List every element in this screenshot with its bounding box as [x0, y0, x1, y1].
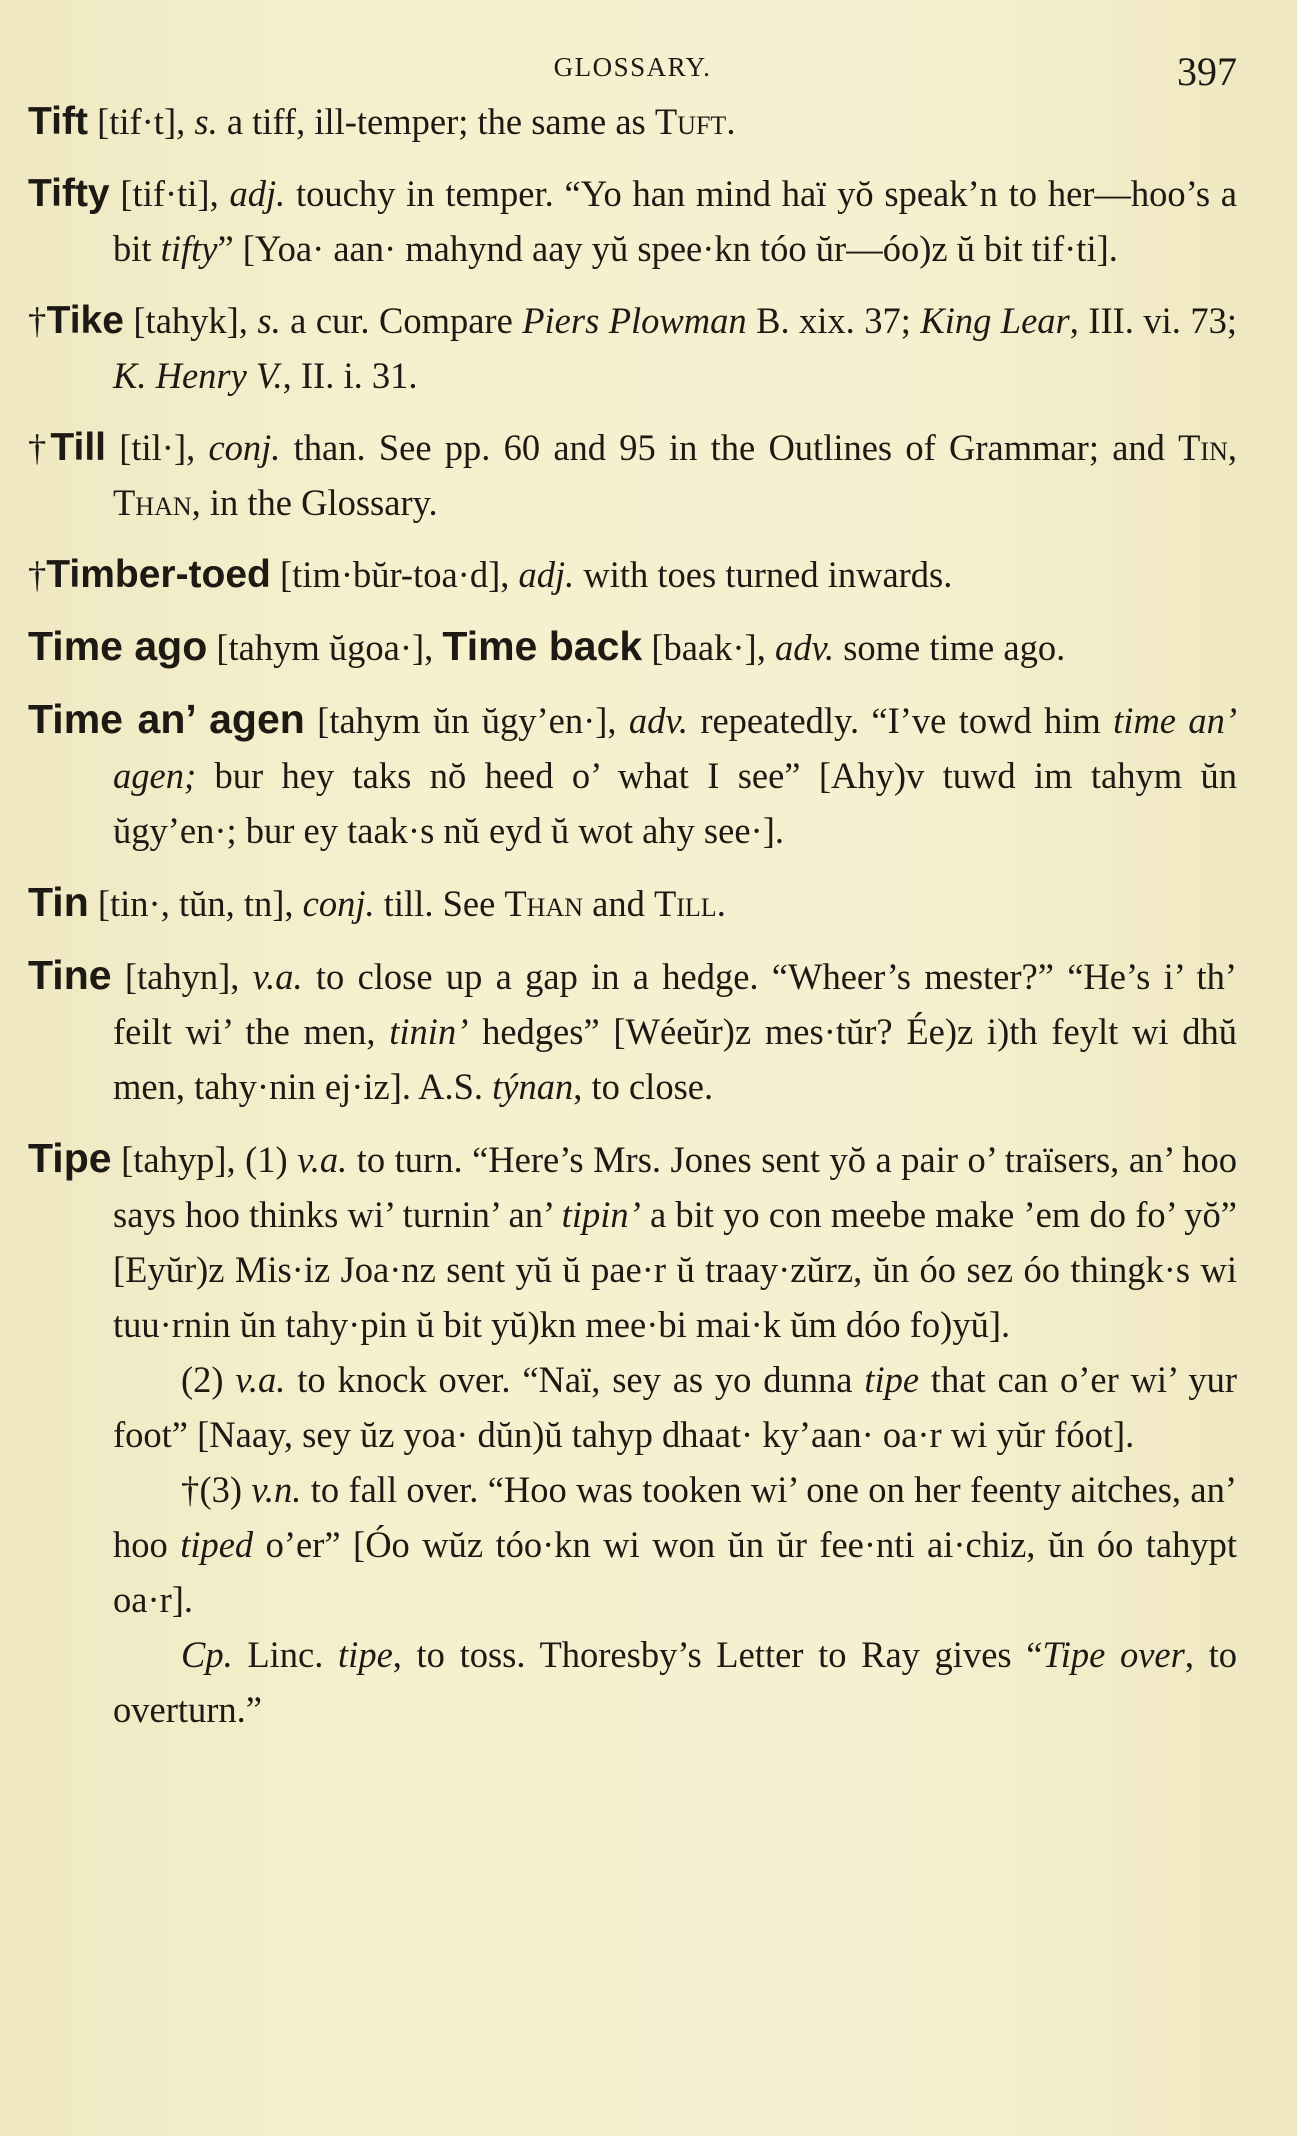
- definition: to close up a gap in a hedge. “Wheer’s mester?” “He’s i’ th’ feilt wi’ the men,: [113, 956, 1237, 1052]
- definition-cont: hedges” [Wéeŭr)z mes·tŭr? Ée)z i)th feylt wi dhŭ men, tahy·nin ej·iz]. A.S.: [113, 1011, 1237, 1107]
- headword: Tifty: [28, 172, 110, 215]
- part-of-speech: adj.: [229, 173, 286, 214]
- citation-ref: B. xix. 37;: [746, 300, 921, 341]
- citation-title: Piers Plowman: [522, 300, 747, 341]
- citation-ref: , III. vi. 73;: [1069, 300, 1238, 341]
- entry-time-an-agen: [28, 692, 1237, 858]
- cross-reference: Tin: [1178, 427, 1228, 468]
- part-of-speech: adv.: [774, 627, 835, 668]
- headword: Time back: [442, 623, 643, 669]
- entry-tifty: [28, 166, 1237, 276]
- definition: repeatedly. “I’ve towd him: [687, 700, 1114, 741]
- definition-cont: ” [Yoa· aan· mahynd aay yŭ spee·kn tóo ŭr—óo)z ŭ bit tif·ti].: [217, 228, 1118, 269]
- headword: Tift: [28, 100, 88, 143]
- definition: to knock over. “Naï, sey as yo dunna: [285, 1359, 865, 1400]
- sense-number: †(3): [181, 1469, 252, 1510]
- pronunciation: [tahyp], (1): [111, 1139, 298, 1180]
- headword: Time ago: [28, 623, 208, 669]
- obsolete-dagger: †: [28, 554, 47, 595]
- etymon: týnan: [492, 1066, 574, 1107]
- pronunciation: [tin·, tŭn, tn],: [88, 883, 303, 924]
- pronunciation: [tahym ŭn ŭgy’en·],: [304, 700, 629, 741]
- cross-reference: Than: [504, 883, 584, 924]
- part-of-speech: conj.: [208, 427, 281, 468]
- sense-number: (2): [181, 1359, 236, 1400]
- pronunciation: [tahyn],: [111, 956, 253, 997]
- citation-title: K. Henry V.: [113, 355, 283, 396]
- definition: till. See: [374, 883, 505, 924]
- entry-tipe: [28, 1131, 1237, 1352]
- example-word: tipe: [864, 1359, 920, 1400]
- definition-cont: a bit yo con meebe make ’em do fo’ yŏ” [Eyŭr)z Mis·iz Joa·nz sent yŭ ŭ pae·r ŭ traay·zŭrz, ŭn óo sez óo thingk·s wi tuu·rnin ŭn tahy·pin ŭ bit yŭ)kn mee·bi mai·k ŭm dóo fo)yŭ].: [113, 1194, 1237, 1345]
- cross-reference: Than: [113, 482, 192, 523]
- headword: Tipe: [28, 1135, 112, 1181]
- definition: a tiff, ill-temper; the same as: [217, 101, 655, 142]
- definition-cont: bur hey taks nŏ heed o’ what I see” [Ahy)v tuwd im tahym ŭn ŭgy’en·; bur ey taak·s nŭ eyd ŭ wot ahy see·].: [113, 755, 1237, 851]
- example-word: tipin’: [561, 1194, 641, 1235]
- entry-timber-toed: [28, 547, 1237, 602]
- cross-reference: Tuft: [654, 101, 727, 142]
- entry-till: [28, 420, 1237, 530]
- tipe-sense-3: [28, 1462, 1237, 1627]
- obsolete-dagger: †: [28, 300, 47, 341]
- part-of-speech: conj.: [302, 883, 375, 924]
- citation-ref: , II. i. 31.: [282, 355, 418, 396]
- headword: Time an’ agen: [28, 696, 305, 742]
- separator: ,: [1227, 427, 1237, 468]
- pronunciation: [tif·ti],: [109, 173, 230, 214]
- definition: to fall over. “Hoo was tooken wi’ one on her feenty aitches, an’ hoo: [113, 1469, 1237, 1565]
- definition: to turn. “Here’s Mrs. Jones sent yŏ a pair o’ traïsers, an’ hoo says hoo thinks wi’ turnin’ an’: [113, 1139, 1237, 1235]
- page-number: 397: [1177, 49, 1237, 94]
- citation-title: King Lear: [920, 300, 1070, 341]
- part-of-speech: v.a.: [252, 956, 303, 997]
- definition: with toes turned inwards.: [574, 554, 953, 595]
- entry-tift: [28, 94, 1237, 149]
- running-head: GLOSSARY.: [553, 52, 712, 82]
- pronunciation: [baak·],: [642, 627, 775, 668]
- headword: Timber-toed: [46, 553, 271, 596]
- compare-text: Linc.: [232, 1634, 339, 1675]
- definition: than. See pp. 60 and 95 in the Outlines of Grammar; and: [280, 427, 1179, 468]
- obsolete-dagger: †: [28, 427, 51, 468]
- part-of-speech: v.a.: [297, 1139, 348, 1180]
- part-of-speech: v.a.: [235, 1359, 286, 1400]
- entry-tin: [28, 875, 1237, 931]
- pronunciation: [tahyk],: [123, 300, 258, 341]
- cross-reference: Till: [653, 883, 717, 924]
- part-of-speech: s.: [257, 300, 281, 341]
- example-word: tipe: [338, 1634, 393, 1675]
- punctuation: .: [726, 101, 736, 142]
- pronunciation: [til·],: [105, 427, 209, 468]
- part-of-speech: v.n.: [251, 1469, 302, 1510]
- tipe-sense-2: [28, 1352, 1237, 1462]
- headword: Till: [50, 426, 106, 469]
- headword: Tike: [46, 299, 124, 342]
- entry-time-ago: [28, 619, 1237, 675]
- headword: Tine: [28, 952, 112, 998]
- pronunciation: [tim·bŭr-toa·d],: [270, 554, 519, 595]
- part-of-speech: s.: [194, 101, 218, 142]
- pronunciation: [tahym ŭgoa·],: [207, 627, 443, 668]
- definition-cont: , to close.: [573, 1066, 714, 1107]
- compare-text: , to toss. Thoresby’s Letter to Ray gives “: [392, 1634, 1043, 1675]
- separator: and: [583, 883, 654, 924]
- example-word: tiped: [180, 1524, 254, 1565]
- pronunciation: [tif·t],: [87, 101, 195, 142]
- tipe-compare-note: [28, 1627, 1237, 1737]
- headword: Tin: [28, 879, 89, 925]
- page-header: [28, 24, 1237, 94]
- compare-text: , to overturn.”: [113, 1634, 1237, 1730]
- punctuation: .: [716, 883, 726, 924]
- part-of-speech: adj.: [518, 554, 575, 595]
- definition: touchy in temper. “Yo han mind haï yŏ speak’n to her—hoo’s a bit: [113, 173, 1237, 269]
- example-word: tinin’: [389, 1011, 469, 1052]
- definition-cont: o’er” [Óo wŭz tóo·kn wi won ŭn ŭr fee·nti ai·chiz, ŭn óo tahypt oa·r].: [113, 1524, 1238, 1620]
- definition: some time ago.: [834, 627, 1066, 668]
- compare-label: Cp.: [181, 1634, 233, 1675]
- part-of-speech: adv.: [628, 700, 688, 741]
- entry-tike: [28, 293, 1237, 403]
- example-word: tifty: [160, 228, 218, 269]
- definition-cont: , in the Glossary.: [191, 482, 438, 523]
- example-word: time an’ agen;: [113, 700, 1237, 796]
- entry-tine: [28, 948, 1237, 1114]
- definition: a cur. Compare: [280, 300, 523, 341]
- example-word: Tipe over: [1042, 1634, 1185, 1675]
- definition-cont: that can o’er wi’ yur foot” [Naay, sey ŭz yoa· dŭn)ŭ tahyp dhaat· ky’aan· oa·r wi yŭr fóot].: [113, 1359, 1238, 1455]
